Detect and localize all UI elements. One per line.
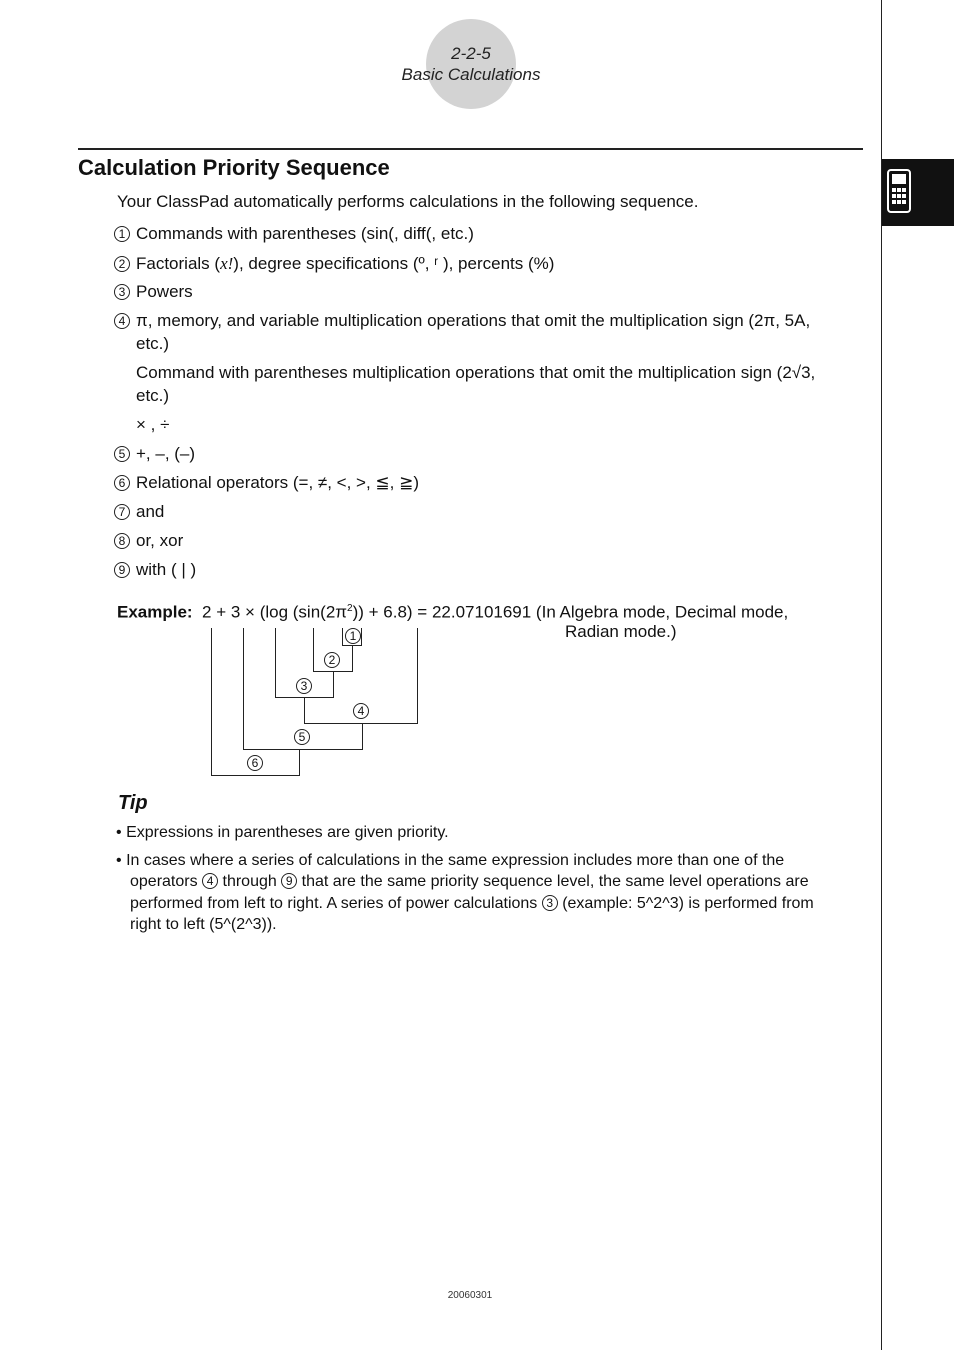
calculator-key-icon <box>897 194 901 198</box>
tip-text: right to left (5^(2^3)). <box>130 916 277 933</box>
bracket-line <box>361 628 362 646</box>
calculator-key-icon <box>892 200 896 204</box>
bracket-line <box>211 628 212 776</box>
priority-item-text: × , ÷ <box>136 415 170 434</box>
bracket-line <box>313 628 314 672</box>
priority-item-text: etc.) <box>136 386 170 405</box>
tip-bullet-1 <box>116 822 449 844</box>
section-heading: Calculation Priority Sequence <box>78 155 390 180</box>
priority-item-5 <box>114 443 195 465</box>
diagram-label-4 <box>353 703 369 721</box>
circled-number: 2 <box>324 652 340 668</box>
tip-text: operators <box>130 873 198 890</box>
circled-number: 3 <box>296 678 312 694</box>
example-label: Example: <box>117 602 193 622</box>
tip-heading: Tip <box>118 792 148 814</box>
calculator-key-icon <box>902 188 906 192</box>
bracket-line <box>243 749 363 750</box>
page-number-circle <box>426 19 516 109</box>
bracket-line <box>417 628 418 724</box>
example-mode-note: Radian mode.) <box>565 622 677 641</box>
tip-text: through <box>222 873 277 890</box>
circled-number: 4 <box>114 313 130 329</box>
calculator-key-icon <box>902 200 906 204</box>
diagram-label-3 <box>296 678 312 696</box>
bullet-dot: • <box>116 824 122 841</box>
page-number: 2-2-5 <box>451 44 491 63</box>
priority-item-3 <box>114 281 193 303</box>
example-expression: 2 + 3 × (log (sin(2π <box>202 602 348 622</box>
section-title: Basic Calculations <box>401 65 541 84</box>
bracket-line <box>352 646 353 672</box>
priority-item-text: or, xor <box>136 531 184 550</box>
priority-item-text: Factorials ( <box>136 254 221 273</box>
circled-number: 4 <box>202 873 218 889</box>
bracket-line <box>304 723 418 724</box>
circled-number: 5 <box>294 729 310 745</box>
circled-number: 9 <box>281 873 297 889</box>
priority-item-text: Powers <box>136 282 193 301</box>
bracket-line <box>342 628 343 646</box>
priority-item-text: and <box>136 502 165 521</box>
circled-number: 3 <box>542 895 558 911</box>
diagram-label-2 <box>324 652 340 670</box>
tip-text: Expressions in parentheses are given priority. <box>126 824 449 841</box>
priority-item-7 <box>114 501 164 523</box>
tip-text <box>130 893 814 915</box>
tip-text: In cases where a series of calculations in the same expression includes more than one of the <box>126 852 785 869</box>
example-line <box>117 598 788 624</box>
bracket-line <box>362 724 363 750</box>
circled-number: 5 <box>114 446 130 462</box>
example-superscript: 2 <box>347 603 353 614</box>
factorial-symbol: x! <box>220 254 234 273</box>
circled-number: 8 <box>114 533 130 549</box>
priority-item-text: Relational operators (=, ≠, <, >, ≦, ≧) <box>136 473 420 492</box>
diagram-label-1 <box>345 628 361 646</box>
priority-item-text: π, memory, and variable multiplication operations that omit the multiplication sign (2π, 5A, <box>136 311 811 330</box>
circled-number: 1 <box>345 628 361 644</box>
tip-text <box>130 871 809 893</box>
circled-number: 7 <box>114 504 130 520</box>
bracket-line <box>304 698 305 724</box>
tip-text: (example: 5^2^3) is performed from <box>562 895 814 912</box>
calculator-screen-icon <box>892 174 906 184</box>
circled-number: 6 <box>114 475 130 491</box>
calculator-key-icon <box>897 188 901 192</box>
bracket-line <box>299 750 300 776</box>
footer-date-code: 20060301 <box>447 1290 493 1301</box>
circled-number: 2 <box>114 256 130 272</box>
diagram-label-5 <box>294 729 310 747</box>
bullet-dot: • <box>116 852 122 869</box>
calculator-key-icon <box>892 188 896 192</box>
bracket-line <box>275 628 276 698</box>
priority-item-9 <box>114 559 196 581</box>
bracket-line <box>211 775 300 776</box>
calculator-key-icon <box>897 200 901 204</box>
priority-item-text: Commands with parentheses (sin(, diff(, etc.) <box>136 224 474 243</box>
priority-item-text: with ( | ) <box>136 560 197 579</box>
priority-item-text: +, –, (–) <box>136 444 196 463</box>
priority-item-6 <box>114 472 419 494</box>
tip-bullet-2 <box>116 850 784 872</box>
priority-item-text: ), degree specifications (º, ʳ ), percents (%) <box>233 254 555 273</box>
circled-number: 3 <box>114 284 130 300</box>
bracket-line <box>243 628 244 750</box>
priority-item-4 <box>114 310 810 332</box>
priority-item-8 <box>114 530 183 552</box>
priority-item-text: etc.) <box>136 334 170 353</box>
circled-number: 9 <box>114 562 130 578</box>
calculator-key-icon <box>892 194 896 198</box>
circled-number: 1 <box>114 226 130 242</box>
circled-number: 6 <box>247 755 263 771</box>
circled-number: 4 <box>353 703 369 719</box>
tip-text: that are the same priority sequence level, the same level operations are <box>301 873 809 890</box>
example-expression: )) + 6.8) = 22.07101691 (In Algebra mode, Decimal mode, <box>352 602 789 622</box>
priority-item-text: Command with parentheses multiplication operations that omit the multiplication sign (2√3, <box>136 363 816 382</box>
bracket-line <box>333 672 334 698</box>
diagram-label-6 <box>247 755 263 773</box>
intro-paragraph: Your ClassPad automatically performs calculations in the following sequence. <box>117 192 699 211</box>
priority-item-2 <box>114 253 554 275</box>
tip-text: performed from left to right. A series of power calculations <box>130 895 538 912</box>
priority-item-1 <box>114 223 474 245</box>
calculator-key-icon <box>902 194 906 198</box>
heading-rule <box>78 148 863 150</box>
